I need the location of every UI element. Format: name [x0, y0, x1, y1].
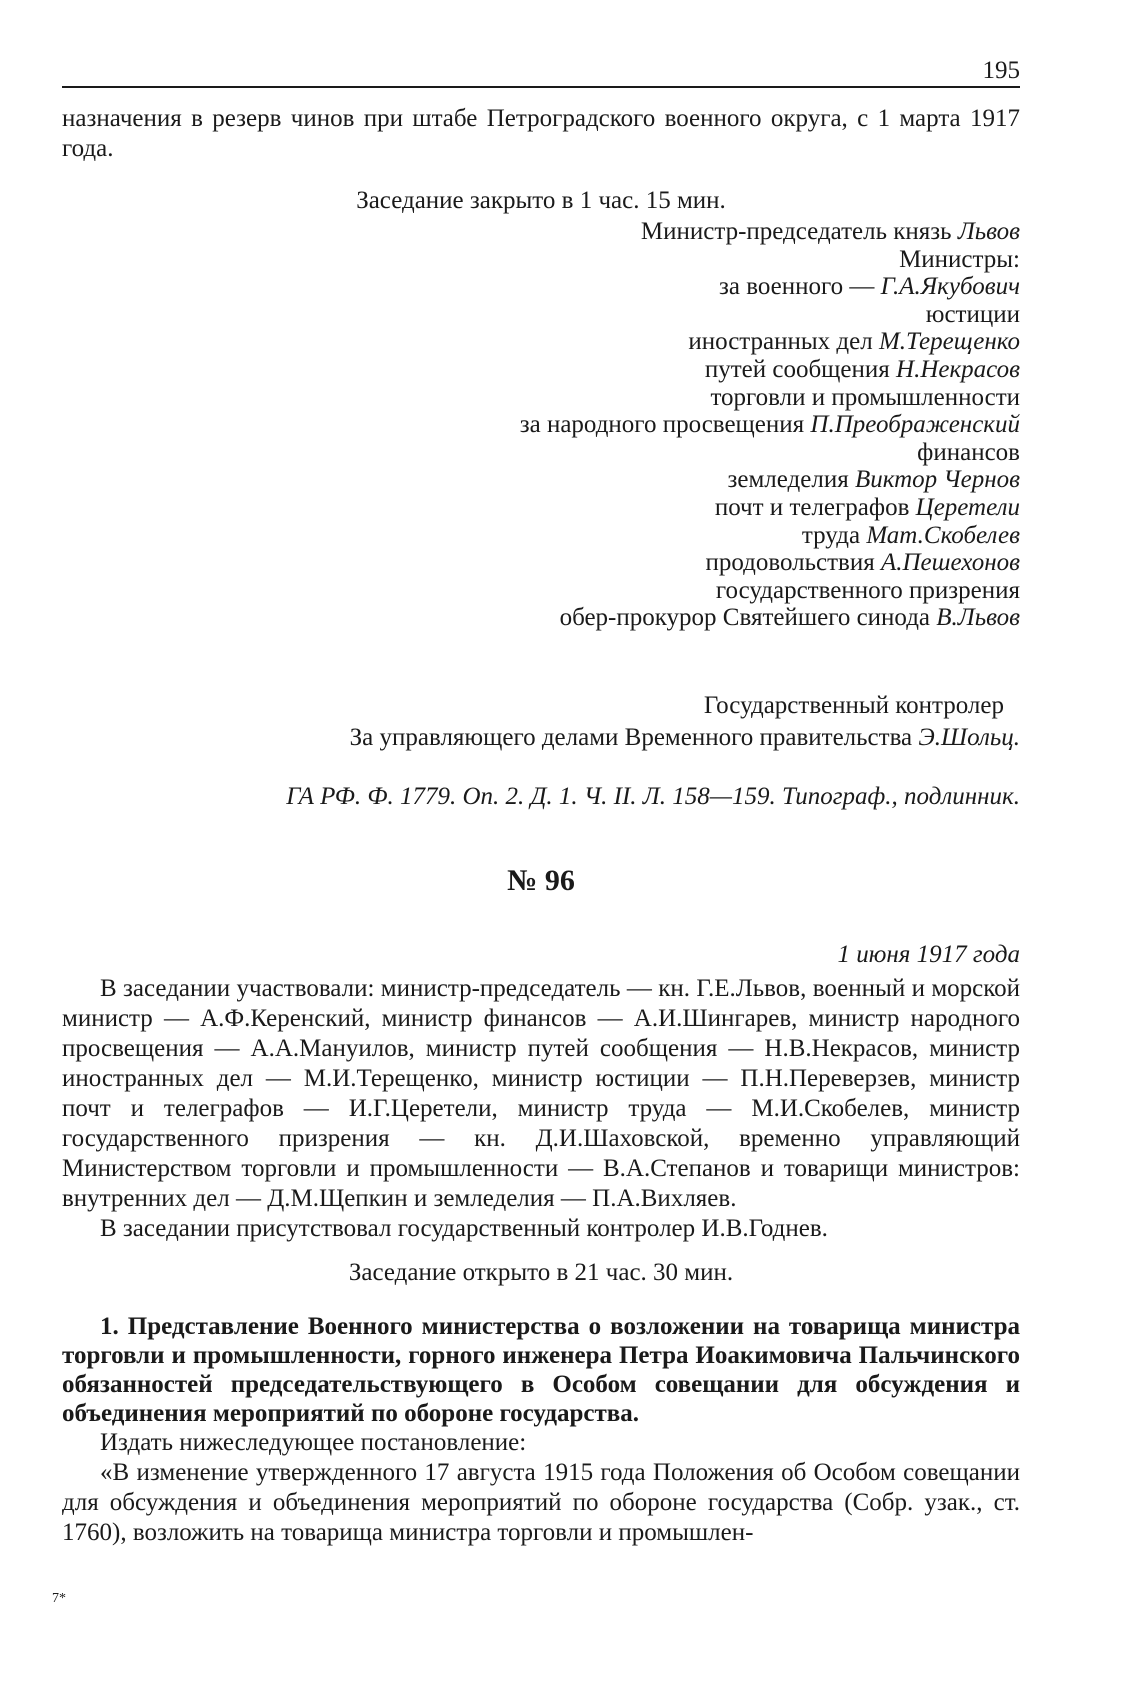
- signer-name: Виктор Чернов: [854, 466, 1020, 494]
- signature-block: [62, 218, 1020, 632]
- signature-line: обер-прокурор Святейшего синода В.Львов: [559, 604, 1020, 632]
- opened-line: Заседание открыто в 21 час. 30 мин.: [348, 1259, 734, 1286]
- signer-name: В.Львов: [936, 604, 1020, 632]
- participants-paragraph: В заседании участвовали: министр-председатель — кн. Г.Е.Львов, военный и морской министр — А.Ф.Керенский, министр финансов — А.И.Шингарев, министр народного просвещения — А.А.Мануилов, министр путей сообщения — Н.В.Некрасов, министр иностранных дел — М.И.Терещенко, министр юстиции — П.Н.Переверзев, министр почт и телеграфов — И.Г.Церетели, министр труда — М.И.Скобелев, министр государственного призрения — кн. Д.И.Шаховской, временно управляющий Министерством торговли и промышленности — В.А.Степанов и товарищи министров: внутренних дел — Д.М.Щепкин и земледелия — П.А.Вихляев.: [62, 975, 1020, 1212]
- signer-name: А.Пешехонов: [880, 549, 1020, 577]
- signature-line: финансов: [917, 438, 1020, 466]
- signature-line: государственного призрения: [715, 576, 1020, 604]
- closing-line: Заседание закрыто в 1 час. 15 мин.: [356, 187, 726, 214]
- present-paragraph: В заседании присутствовал государственный контролер И.В.Годнев.: [100, 1215, 828, 1242]
- signature-line: Министры:: [899, 245, 1020, 273]
- document-date-block: [62, 940, 1020, 970]
- archive-reference: ГА РФ. Ф. 1779. Оп. 2. Д. 1. Ч. II. Л. 158—159. Типограф., подлинник.: [286, 783, 1020, 810]
- signature-line: иностранных дел М.Терещенко: [688, 328, 1020, 356]
- resolution-text: «В изменение утвержденного 17 августа 1915 года Положения об Особом совещании для обсуждения и объединения мероприятий по обороне государства (Собр. узак., ст. 1760), возложить на товарища министра торговли и промышлен-: [62, 1459, 1020, 1546]
- document-number-block: [62, 866, 1020, 896]
- signer-name: Мат.Скобелев: [866, 521, 1020, 549]
- printer-signature-mark: 7*: [52, 1591, 66, 1606]
- continuation-paragraph: назначения в резерв чинов при штабе Петроградского военного округа, с 1 марта 1917 года.: [62, 105, 1020, 162]
- signer-name: Львов: [957, 218, 1020, 245]
- signature-line: за народного просвещения П.Преображенский: [519, 411, 1020, 439]
- document-body: [62, 974, 1020, 1548]
- signer-name: Г.А.Якубович: [880, 273, 1020, 301]
- page-number: 195: [982, 57, 1020, 84]
- signer-name: Н.Некрасов: [896, 355, 1020, 383]
- signer-name: Э.Шольц.: [918, 724, 1020, 751]
- controller-title: Государственный контролер: [703, 692, 1004, 719]
- signature-line: почт и телеграфов Церетели: [714, 493, 1020, 521]
- signer-name: П.Преображенский: [810, 411, 1020, 439]
- signature-line: продовольствия А.Пешехонов: [705, 549, 1020, 577]
- signature-line: путей сообщения Н.Некрасов: [704, 355, 1020, 383]
- controller-signature: За управляющего делами Временного правительства Э.Шольц.: [349, 724, 1020, 751]
- signer-name: М.Терещенко: [878, 328, 1020, 356]
- signature-line: труда Мат.Скобелев: [801, 521, 1020, 549]
- intro-block: [62, 104, 1020, 216]
- signature-line: торговли и промышленности: [710, 383, 1020, 411]
- signer-name: Церетели: [915, 493, 1020, 521]
- resolution-intro: Издать нижеследующее постановление:: [100, 1429, 527, 1456]
- signature-line: Министр-председатель князь Львов: [640, 218, 1020, 245]
- archive-reference-block: [62, 782, 1020, 812]
- document-number: № 96: [507, 864, 575, 897]
- signature-line: земледелия Виктор Чернов: [727, 466, 1020, 494]
- header-rule: [62, 86, 1020, 88]
- controller-block: [62, 690, 1020, 754]
- signature-line: юстиции: [925, 300, 1020, 328]
- agenda-item-heading: 1. Представление Военного министерства о возложении на товарища министра торговли и промышленности, горного инженера Петра Иоакимовича Пальчинского обязанностей председательствующего в Особом совещании для обсуждения и объединения мероприятий по обороне государства.: [62, 1313, 1020, 1427]
- document-date: 1 июня 1917 года: [837, 941, 1020, 968]
- signature-line: за военного — Г.А.Якубович: [718, 273, 1020, 301]
